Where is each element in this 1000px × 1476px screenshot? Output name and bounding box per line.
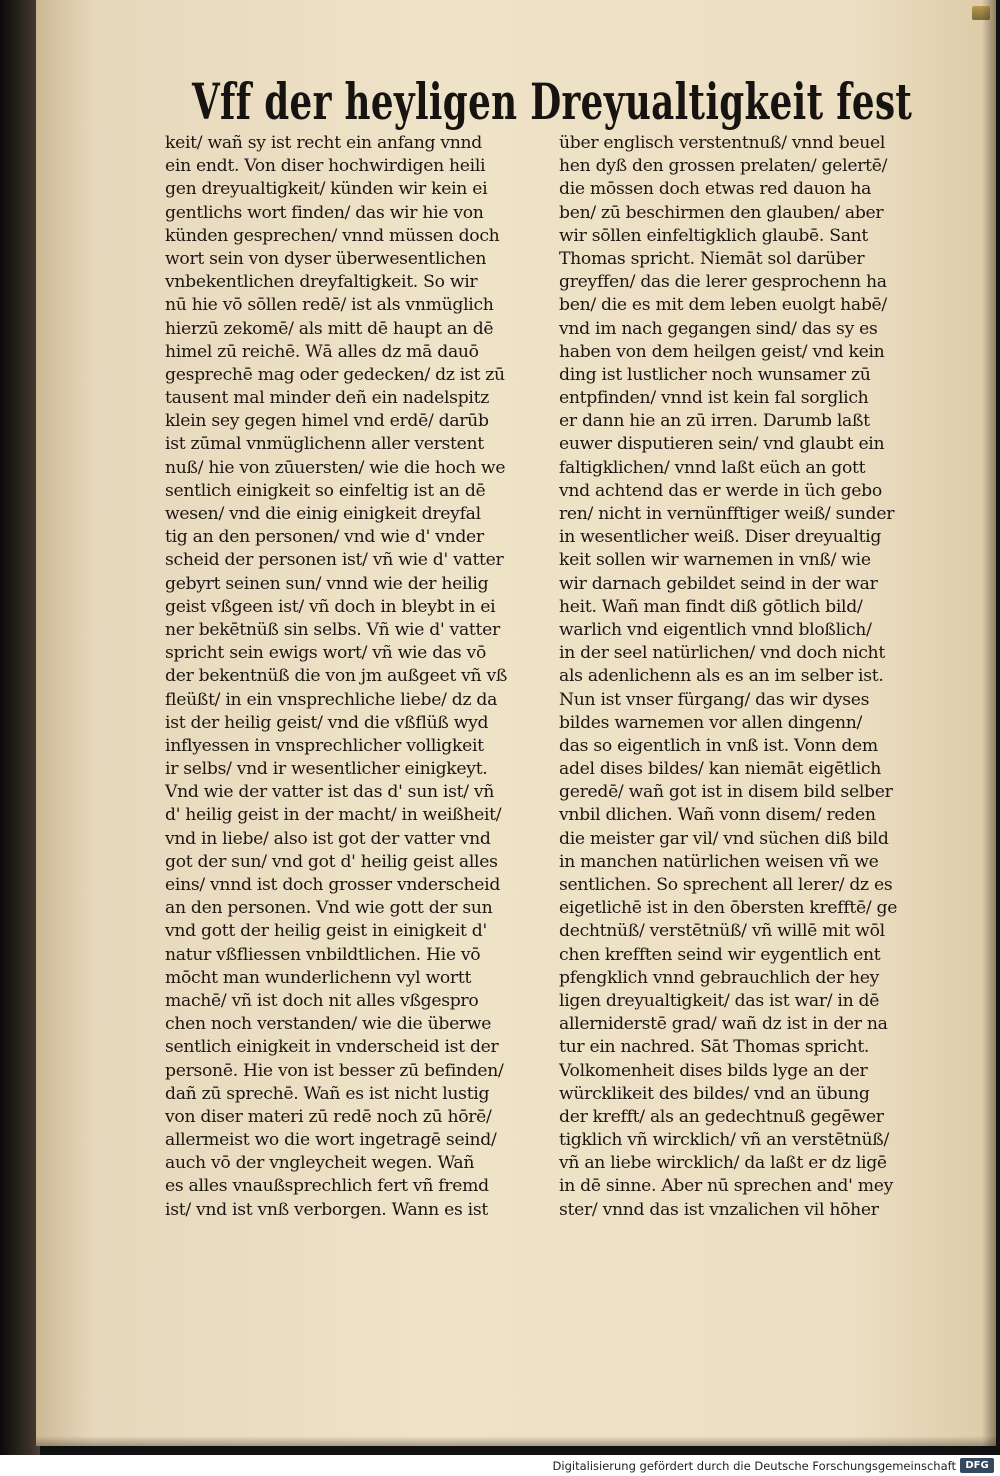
text-line: das so eigentlich in vnß ist. Vonn dem: [559, 735, 878, 756]
text-line: ben/ zū beschirmen den glauben/ aber: [559, 202, 884, 223]
text-line: machē/ vñ ist doch nit alles vßgespro: [165, 990, 479, 1011]
text-column-left: [165, 132, 537, 1222]
text-line: entpfinden/ vnnd ist kein fal sorglich: [559, 388, 869, 409]
text-line: er dann hie an zū irren. Darumb laßt: [559, 411, 870, 432]
text-line: pfengklich vnnd gebrauchlich der hey: [559, 967, 880, 988]
text-line: mōcht man wunderlichenn vyl wortt: [165, 967, 472, 988]
text-line: tigklich vñ wircklich/ vñ an verstētnüß/: [559, 1130, 889, 1151]
text-line: der bekentnüß die von jm außgeet vñ vß: [165, 666, 508, 687]
text-line: der krefft/ als an gedechtnuß gegēwer: [559, 1106, 884, 1127]
text-line: vñ an liebe wircklich/ da laßt er dz ligē: [559, 1153, 887, 1174]
text-line: gesprechē mag oder gedecken/ dz ist zū: [165, 364, 505, 385]
text-line: vnd achtend das er werde in üch gebo: [559, 480, 882, 501]
text-line: warlich vnd eigentlich vnnd bloßlich/: [559, 619, 872, 640]
text-line: künden gesprechen/ vnnd müssen doch: [165, 225, 500, 246]
digitization-credit: Digitalisierung gefördert durch die Deutsche Forschungsgemeinschaft: [552, 1459, 956, 1473]
text-line: ir selbs/ vnd ir wesentlicher einigkeyt.: [165, 759, 488, 780]
text-line: würcklikeit des bildes/ vnd an übung: [559, 1083, 870, 1104]
text-line: die mōssen doch etwas red dauon ha: [559, 179, 872, 200]
text-line: tig an den personen/ vnd wie d' vnder: [165, 527, 484, 548]
text-line: dañ zū sprechē. Wañ es ist nicht lustig: [165, 1083, 490, 1104]
text-line: vnbil dlichen. Wañ vonn disem/ reden: [559, 805, 876, 826]
text-line: himel zū reichē. Wā alles dz mā dauō: [165, 341, 479, 362]
text-line: als adenlichenn als es an im selber ist.: [559, 666, 884, 687]
running-title: Vff der heyligen Dreyualtigkeit fest: [192, 72, 913, 131]
text-line: vnd im nach gegangen sind/ das sy es: [559, 318, 878, 339]
text-line: spricht sein ewigs wort/ vñ wie das vō: [165, 643, 487, 664]
text-line: über englisch verstentnuß/ vnnd beuel: [559, 133, 886, 153]
text-line: vnd in liebe/ also ist got der vatter vnd: [165, 828, 491, 849]
text-line: geredē/ wañ got ist in disem bild selber: [559, 782, 893, 803]
text-line: eins/ vnnd ist doch grosser vnderscheid: [165, 875, 501, 895]
text-line: allermeist wo die wort ingetragē seind/: [165, 1130, 497, 1151]
book-binding-edge: [0, 0, 40, 1455]
page-bottom-shadow: [36, 1436, 996, 1446]
text-line: ren/ nicht in vernünfftiger weiß/ sunder: [559, 504, 895, 524]
text-line: chen noch verstanden/ wie die überwe: [165, 1014, 492, 1035]
text-line: hen dyß den grossen prelaten/ gelertē/: [559, 156, 888, 177]
text-line: klein sey gegen himel vnd erdē/ darūb: [165, 411, 489, 432]
text-line: vnd gott der heilig geist in einigkeit d': [165, 921, 487, 942]
text-column-right: [559, 132, 927, 1222]
text-line: in wesentlicher weiß. Diser dreyualtig: [559, 527, 882, 548]
text-line: ein endt. Von diser hochwirdigen heili: [165, 156, 486, 177]
text-line: geist vßgeen ist/ vñ doch in bleybt in ei: [165, 596, 496, 617]
text-line: von diser materi zū redē noch zū hōrē/: [165, 1106, 492, 1127]
text-line: gentlichs wort finden/ das wir hie von: [165, 202, 484, 223]
text-line: natur vßfliessen vnbildtlichen. Hie vō: [165, 944, 481, 965]
text-line: in dē sinne. Aber nū sprechen and' mey: [559, 1176, 893, 1197]
text-line: die meister gar vil/ vnd süchen diß bild: [559, 828, 889, 849]
text-line: ner bekētnüß sin selbs. Vñ wie d' vatter: [165, 619, 500, 640]
text-line: sentlich einigkeit so einfeltig ist an dē: [165, 480, 486, 501]
text-line: d' heilig geist in der macht/ in weißheit/: [165, 805, 502, 826]
text-line: Volkomenheit dises bilds lyge an der: [559, 1060, 868, 1081]
text-line: in der seel natürlichen/ vnd doch nicht: [559, 643, 885, 664]
text-line: ist zūmal vnmüglichenn aller verstent: [165, 434, 484, 455]
text-line: eigetlichē ist in den ōbersten krefftē/ ge: [559, 898, 898, 919]
text-line: got der sun/ vnd got d' heilig geist alles: [165, 851, 498, 872]
text-line: scheid der personen ist/ vñ wie d' vatter: [165, 550, 504, 571]
text-line: ligen dreyualtigkeit/ das ist war/ in dē: [559, 990, 880, 1011]
text-line: gebyrt seinen sun/ vnnd wie der heilig: [165, 573, 489, 594]
text-line: chen krefften seind wir eygentlich ent: [559, 944, 881, 965]
text-line: tausent mal minder deñ ein nadelspitz: [165, 388, 489, 409]
text-line: ist der heilig geist/ vnd die vßflüß wyd: [165, 712, 489, 733]
text-line: es alles vnaußsprechlich fert vñ fremd: [165, 1176, 489, 1197]
text-line: an den personen. Vnd wie gott der sun: [165, 898, 493, 919]
text-line: ster/ vnnd das ist vnzalichen vil hōher: [559, 1199, 879, 1220]
text-line: dechtnüß/ verstētnüß/ vñ willē mit wōl: [559, 921, 885, 942]
text-line: personē. Hie von ist besser zū befinden/: [165, 1060, 504, 1081]
text-line: sentlichen. So sprechent all lerer/ dz es: [559, 875, 893, 895]
text-line: sentlich einigkeit in vnderscheid ist der: [165, 1037, 499, 1058]
text-line: greyffen/ das die lerer gesprochenn ha: [559, 272, 887, 293]
text-line: haben von dem heilgen geist/ vnd kein: [559, 341, 885, 362]
text-line: auch vō der vngleycheit wegen. Wañ: [165, 1153, 475, 1174]
text-line: tur ein nachred. Sāt Thomas spricht.: [559, 1037, 870, 1058]
text-line: keit/ wañ sy ist recht ein anfang vnnd: [165, 133, 482, 153]
text-line: faltigklichen/ vnnd laßt eüch an gott: [559, 457, 866, 478]
text-line: wir darnach gebildet seind in der war: [559, 573, 878, 594]
text-line: Vnd wie der vatter ist das d' sun ist/ vñ: [165, 782, 495, 803]
text-line: bildes warnemen vor allen dingenn/: [559, 712, 863, 733]
text-line: wort sein von dyser überwesentlichen: [165, 248, 487, 269]
text-line: wir sōllen einfeltigklich glaubē. Sant: [559, 225, 869, 246]
text-line: keit sollen wir warnemen in vnß/ wie: [559, 550, 871, 571]
text-line: nuß/ hie von zūuersten/ wie die hoch we: [165, 457, 506, 478]
text-line: ist/ vnd ist vnß verborgen. Wann es ist: [165, 1199, 488, 1220]
text-line: in manchen natürlichen weisen vñ we: [559, 851, 879, 872]
text-line: ben/ die es mit dem leben euolgt habē/: [559, 295, 887, 316]
text-line: ding ist lustlicher noch wunsamer zū: [559, 364, 871, 385]
text-line: gen dreyualtigkeit/ künden wir kein ei: [165, 179, 488, 200]
text-line: euwer disputieren sein/ vnd glaubt ein: [559, 434, 885, 455]
text-line: heit. Wañ man findt diß gōtlich bild/: [559, 596, 863, 617]
text-line: fleüßt/ in ein vnsprechliche liebe/ dz da: [165, 689, 498, 710]
dfg-logo: DFG: [960, 1458, 994, 1473]
text-line: hierzū zekomē/ als mitt dē haupt an dē: [165, 318, 494, 339]
text-line: wesen/ vnd die einig einigkeit dreyfal: [165, 504, 481, 524]
text-line: Thomas spricht. Niemāt sol darüber: [559, 248, 865, 269]
text-line: Nun ist vnser fürgang/ das wir dyses: [559, 689, 870, 710]
page-edge-shadow: [982, 0, 996, 1446]
text-line: nū hie vō sōllen redē/ ist als vnmüglich: [165, 295, 494, 316]
text-line: allerniderstē grad/ wañ dz ist in der na: [559, 1014, 888, 1035]
text-line: inflyessen in vnsprechlicher volligkeit: [165, 735, 484, 756]
text-line: adel dises bildes/ kan niemāt eigētlich: [559, 759, 881, 780]
text-line: vnbekentlichen dreyfaltigkeit. So wir: [165, 272, 478, 293]
